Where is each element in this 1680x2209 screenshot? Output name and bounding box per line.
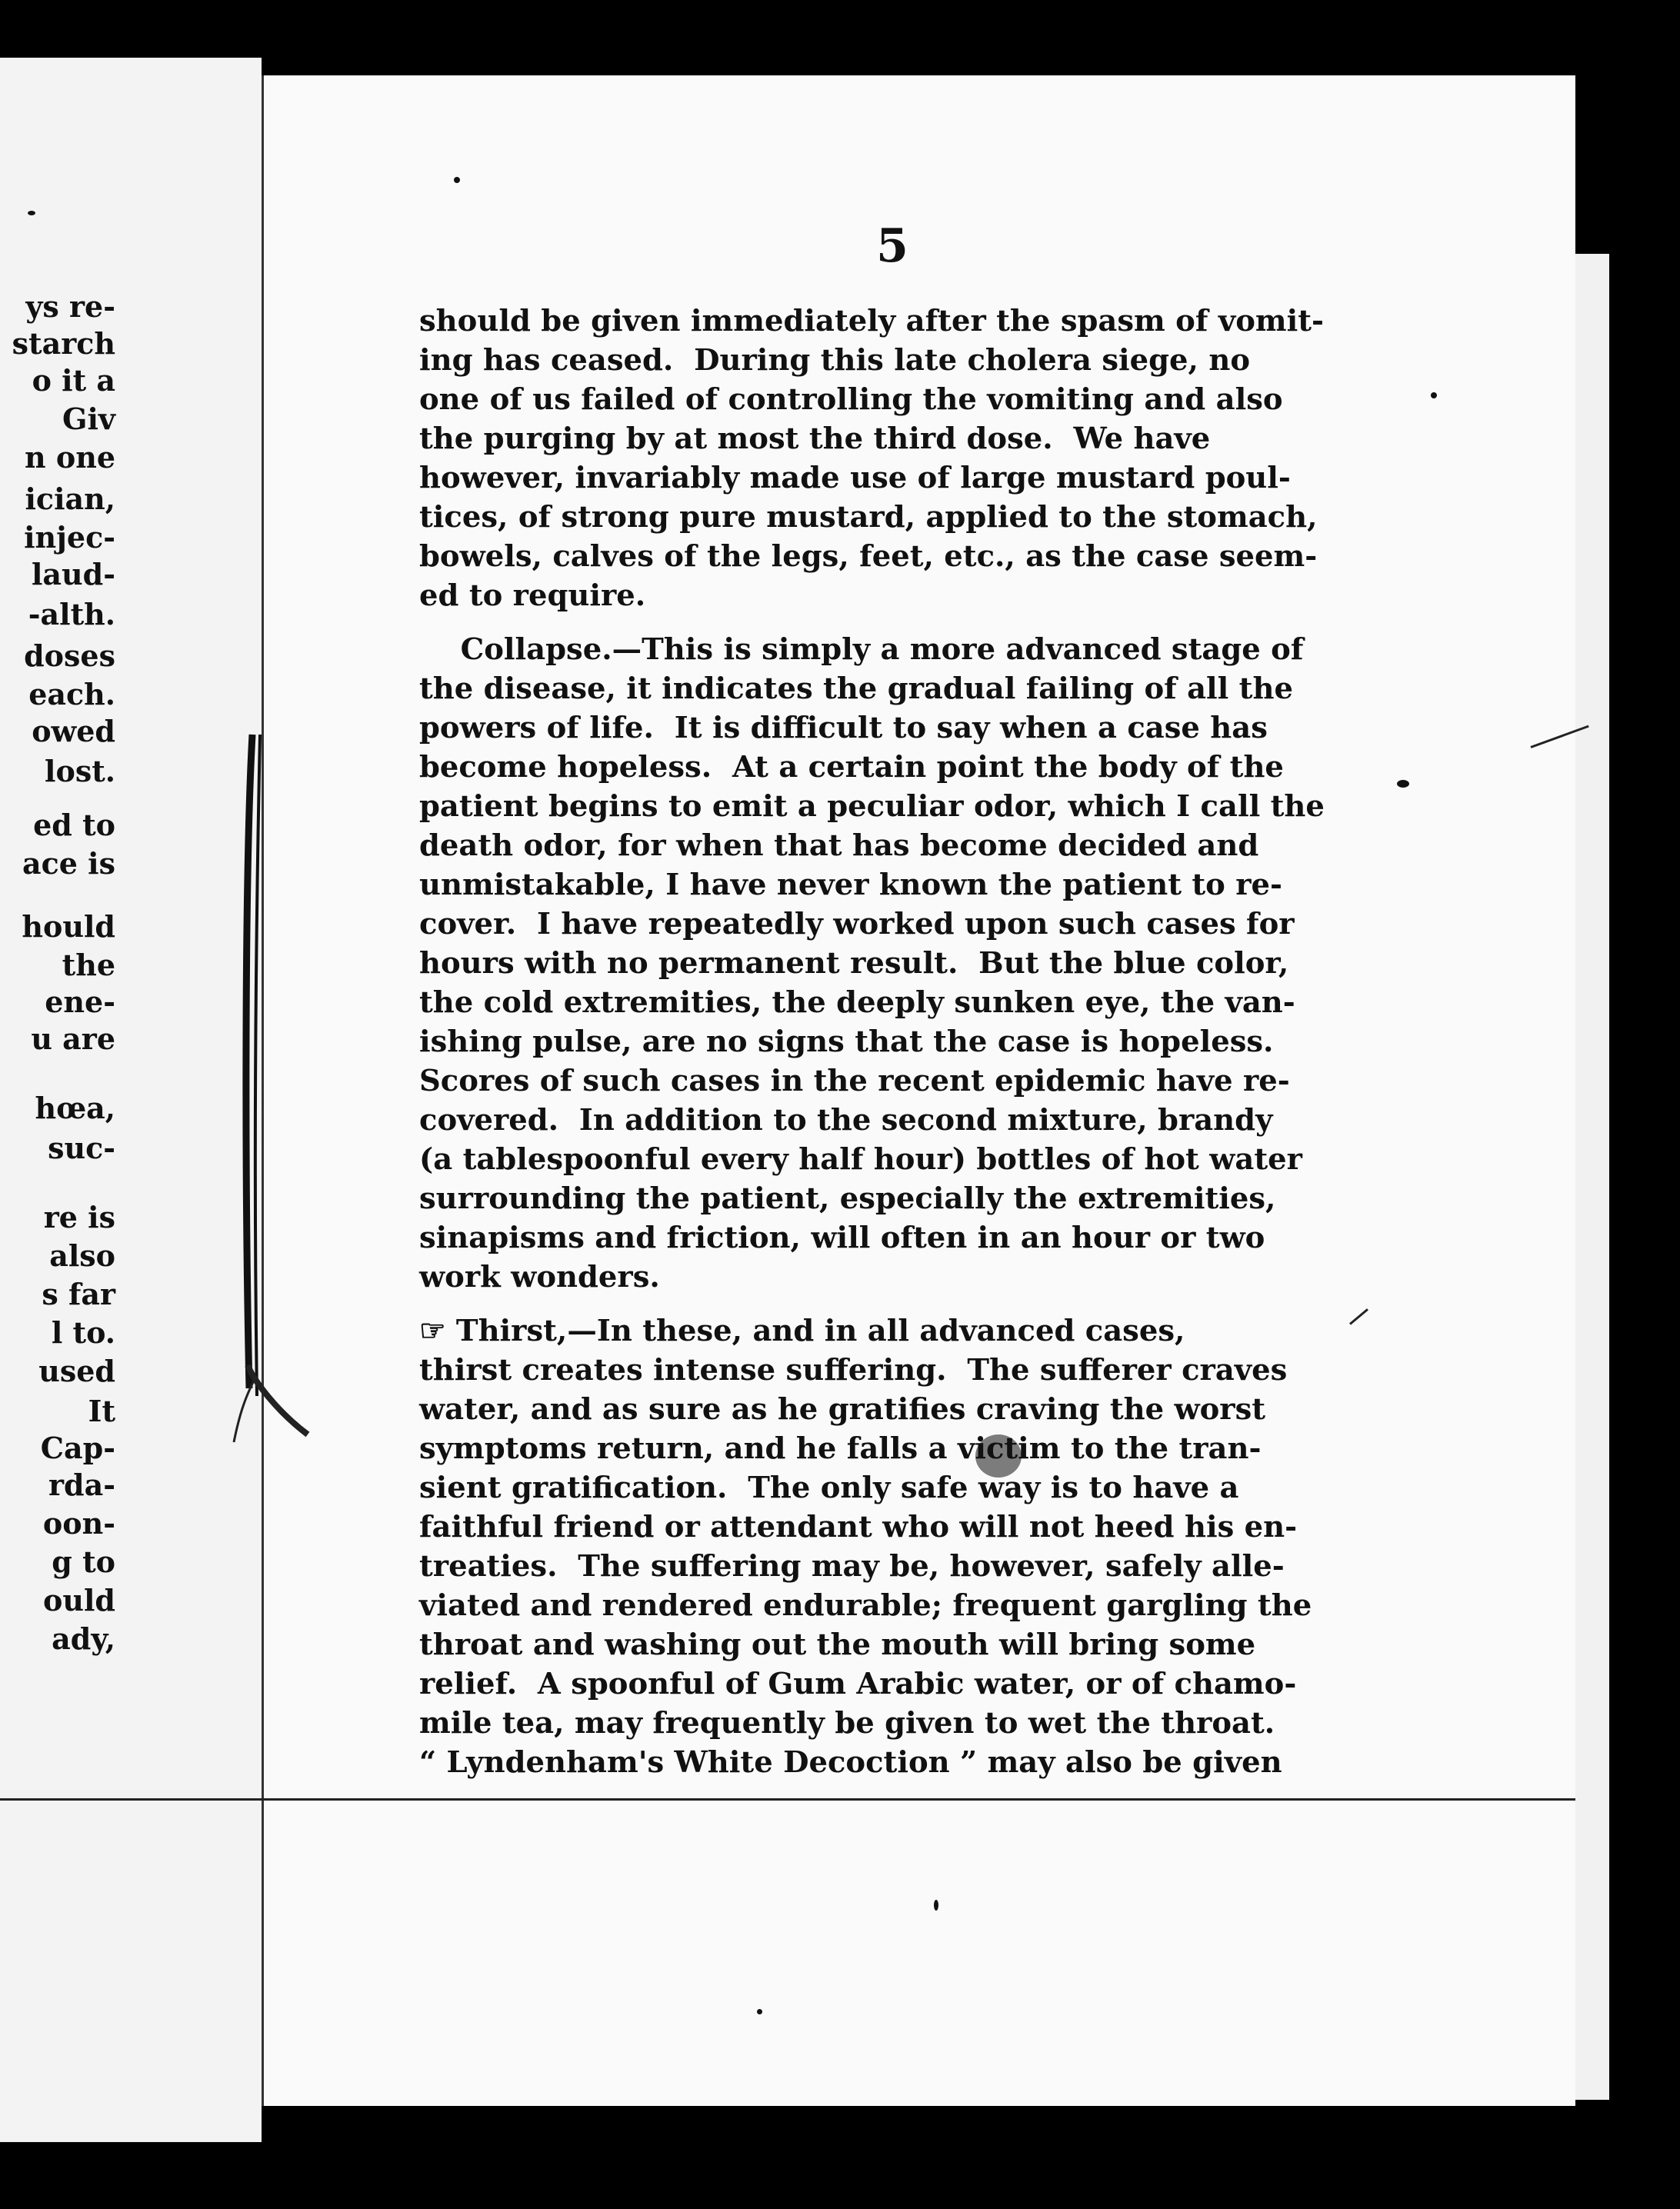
left-page-fragment: It (88, 1394, 115, 1428)
left-page-fragment: lost. (45, 754, 115, 788)
left-page-fragment: ed to (33, 808, 115, 842)
left-page-fragment: used (38, 1354, 115, 1388)
left-page-fragment: n one (24, 440, 115, 475)
body-line: mile tea, may frequently be given to wet the throat. (419, 1706, 1275, 1741)
ink-speck (1397, 780, 1409, 788)
left-page-fragment: doses (24, 638, 115, 673)
left-page-fragment: l to. (51, 1315, 115, 1350)
ink-speck (454, 177, 460, 183)
body-line: ed to require. (419, 578, 646, 613)
body-line: viated and rendered endurable; frequent gargling the (419, 1588, 1312, 1623)
body-line: throat and washing out the mouth will bring some (419, 1628, 1256, 1662)
body-line: the disease, it indicates the gradual failing of all the (419, 671, 1293, 706)
body-line: (a tablespoonful every half hour) bottles of hot water (419, 1142, 1302, 1177)
left-page-fragment: o it a (32, 363, 115, 398)
body-line: Collapse.—This is simply a more advanced stage of (419, 632, 1304, 667)
left-page-fragment: ys re- (25, 289, 115, 324)
right-page-edge (1575, 254, 1609, 2100)
left-page-fragment: Cap- (40, 1431, 115, 1465)
left-page-fragment: ould (43, 1583, 115, 1618)
left-page-fragment: ician, (25, 481, 115, 516)
left-page-fragment: hœa, (35, 1091, 115, 1125)
body-line: the purging by at most the third dose. We have (419, 421, 1211, 456)
body-line: sinapisms and friction, will often in an hour or two (419, 1221, 1265, 1255)
left-page-fragment: each. (28, 677, 115, 711)
ink-speck (28, 211, 35, 215)
ink-speck (934, 1900, 938, 1911)
body-line: water, and as sure as he gratifies craving the worst (419, 1392, 1266, 1427)
body-line: hours with no permanent result. But the blue color, (419, 946, 1289, 981)
body-line: ing has ceased. During this late cholera siege, no (419, 343, 1251, 378)
ink-bracket-mark (231, 719, 315, 1458)
body-line: death odor, for when that has become decided and (419, 828, 1259, 863)
left-page-fragment: hould (22, 909, 115, 944)
left-page-fragment: g to (52, 1544, 115, 1579)
ink-speck (1431, 392, 1437, 398)
left-page-fragment: oon- (42, 1506, 115, 1541)
left-page-fragment: -alth. (28, 597, 115, 631)
body-line: sient gratification. The only safe way is to have a (419, 1471, 1239, 1505)
left-page-fragment: u are (31, 1021, 115, 1056)
left-page-fragment: also (49, 1238, 115, 1273)
body-line: cover. I have repeatedly worked upon such cases for (419, 907, 1295, 941)
body-line: patient begins to emit a peculiar odor, which I call the (419, 789, 1325, 824)
left-page-fragment: re is (43, 1200, 115, 1234)
body-line: the cold extremities, the deeply sunken eye, the van- (419, 985, 1295, 1020)
body-line: faithful friend or attendant who will not heed his en- (419, 1510, 1298, 1544)
body-line: thirst creates intense suffering. The sufferer craves (419, 1353, 1288, 1388)
left-page-fragment: laud- (31, 557, 115, 591)
body-line: Scores of such cases in the recent epidemic have re- (419, 1064, 1290, 1098)
left-page-fragment: owed (32, 714, 115, 748)
body-line: should be given immediately after the spasm of vomit- (419, 304, 1324, 338)
body-line: relief. A spoonful of Gum Arabic water, or of chamo- (419, 1667, 1297, 1701)
page-number: 5 (876, 219, 908, 273)
bottom-rule (0, 1798, 1575, 1801)
body-line: tices, of strong pure mustard, applied to the stomach, (419, 500, 1318, 535)
body-line: bowels, calves of the legs, feet, etc., as the case seem- (419, 539, 1318, 574)
body-line: “ Lyndenham's White Decoction ” may also be given (419, 1745, 1282, 1780)
body-line: unmistakable, I have never known the patient to re- (419, 868, 1283, 902)
body-line: treaties. The suffering may be, however, safely alle- (419, 1549, 1285, 1584)
left-page-fragment: ady, (52, 1621, 115, 1656)
body-line: symptoms return, and he falls a victim to the tran- (419, 1431, 1262, 1466)
body-line: surrounding the patient, especially the extremities, (419, 1181, 1276, 1216)
left-page-fragment: suc- (48, 1131, 115, 1165)
body-line: covered. In addition to the second mixture, brandy (419, 1103, 1273, 1138)
left-page-fragment: injec- (24, 520, 115, 555)
left-page-text-fragments (0, 289, 115, 1800)
body-text (419, 302, 1350, 1782)
left-page-fragment: ace is (22, 846, 115, 881)
body-line: become hopeless. At a certain point the body of the (419, 750, 1284, 785)
left-page-fragment: rda- (48, 1468, 115, 1502)
body-line: ☞ Thirst,—In these, and in all advanced cases, (419, 1314, 1185, 1348)
ink-speck (757, 2009, 762, 2014)
left-page-fragment: the (62, 948, 115, 982)
body-line: work wonders. (419, 1260, 660, 1294)
left-page-fragment: s far (42, 1277, 115, 1311)
body-line: however, invariably made use of large mustard poul- (419, 461, 1291, 495)
body-line: powers of life. It is difficult to say when a case has (419, 711, 1268, 745)
body-line: one of us failed of controlling the vomiting and also (419, 382, 1283, 417)
left-page-fragment: ene- (45, 985, 115, 1019)
left-page-fragment: Giv (62, 401, 115, 436)
left-page-fragment: starch (12, 326, 115, 361)
body-line: ishing pulse, are no signs that the case is hopeless. (419, 1025, 1274, 1059)
